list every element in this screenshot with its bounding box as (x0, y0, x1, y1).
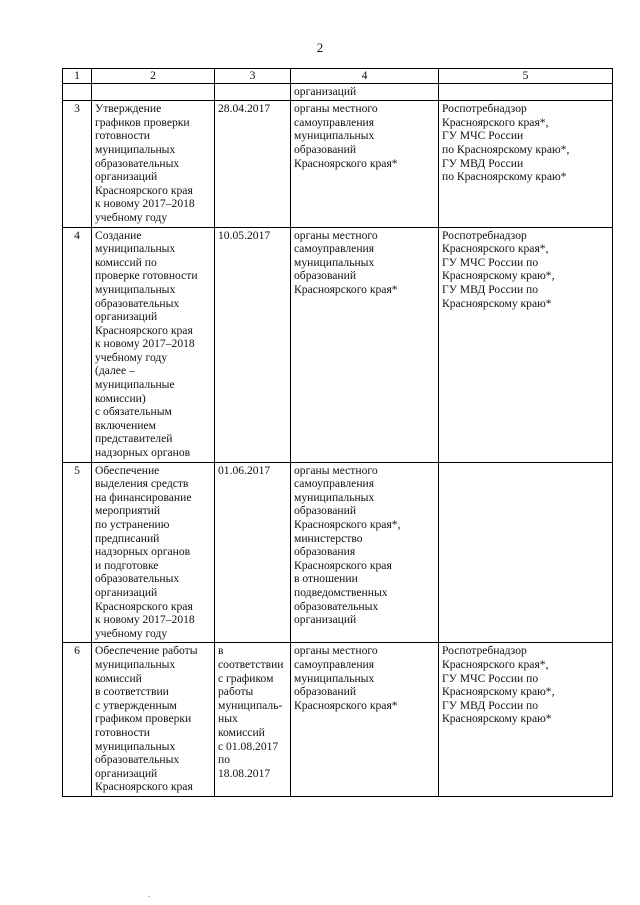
cell-line: Красноярского края*, (294, 518, 401, 531)
cell-line: надзорных органов (95, 446, 191, 460)
cell-line: ГУ МВД России (442, 156, 524, 170)
cell-line: графиком проверки (95, 712, 192, 726)
column-header: 5 (439, 69, 613, 84)
cell-line: Обеспечение (95, 463, 160, 477)
cell-line: Красноярскому краю*, (442, 269, 555, 283)
cell-line: организаций (294, 84, 357, 98)
cell-line: 28.04.2017 (218, 102, 271, 116)
cell-line: организаций (95, 585, 158, 599)
responsible-cell (291, 101, 439, 227)
cell-line: Красноярского края* (294, 156, 398, 170)
cell-line: органы местного (294, 644, 378, 658)
cell-line: ГУ МЧС России (442, 129, 524, 143)
cell-line: ГУ МВД России по (442, 282, 539, 296)
cell-line: 01.06.2017 (218, 463, 271, 477)
table-row (63, 643, 613, 797)
responsible-cell (291, 227, 439, 462)
row-number: 5 (63, 462, 92, 643)
cell-line: министерство (294, 531, 363, 545)
table-header-row (63, 69, 613, 84)
cell-line: Красноярского края* (294, 282, 398, 296)
cell-line: образовательных (95, 753, 180, 767)
cell-line: 10.05.2017 (218, 228, 271, 242)
cell-line: и подготовке (95, 558, 159, 572)
column-header: 1 (63, 69, 92, 84)
cell-line: муниципальных (95, 242, 176, 256)
cell-line: 18.08.2017 (218, 766, 271, 780)
cell-line: муниципальных (294, 255, 375, 269)
cell-line: ГУ МЧС России по (442, 671, 539, 685)
cell-line: Роспотребнадзор (442, 228, 527, 242)
cell-line: образования (294, 545, 356, 559)
table-row (63, 462, 613, 643)
participants-cell (439, 462, 613, 643)
cell-line: образований (294, 685, 357, 699)
cell-line: по Красноярскому краю*, (442, 142, 570, 156)
cell-line: муниципальных (294, 129, 375, 143)
row-number: 3 (63, 101, 92, 227)
cell-line: с утвержденным (95, 698, 177, 712)
cell-line: комиссий (95, 671, 142, 685)
cell-line: Обеспечение работы (95, 644, 198, 658)
cell-line: комиссий (218, 725, 265, 739)
cell-line: органы местного (294, 463, 378, 477)
cell-line: в соответствии (95, 685, 169, 699)
page-mark: . (148, 890, 150, 899)
cell-line: графиков проверки (95, 115, 190, 129)
cell-line: образовательных (95, 572, 180, 586)
cell-line: муниципальных (95, 739, 176, 753)
page-number: 2 (316, 40, 324, 55)
cell-line: комиссий по (95, 255, 157, 269)
cell-line: комиссии) (95, 391, 146, 405)
participants-cell (439, 227, 613, 462)
cell-line: с 01.08.2017 (218, 739, 279, 753)
cell-line: образований (294, 269, 357, 283)
cell-line: учебному году (95, 350, 168, 364)
cell-line: готовности (95, 129, 151, 143)
continuation-row (63, 83, 613, 101)
column-header: 3 (215, 69, 291, 84)
cell-line: самоуправления (294, 115, 375, 129)
cell-line: ных (218, 712, 238, 726)
cell-line: Красноярского края (95, 183, 193, 197)
cell-line: предписаний (95, 531, 160, 545)
cell-line: образовательных (294, 599, 379, 613)
row-number: 6 (63, 643, 92, 797)
cell-line: учебному году (95, 626, 168, 640)
responsible-cell (291, 462, 439, 643)
cell-line: выделения средств (95, 477, 189, 491)
cell-line: соответствии (218, 657, 284, 671)
cell-line: Утверждение (95, 102, 162, 116)
cell-line: представителей (95, 432, 173, 446)
cell-line: проверке готовности (95, 269, 198, 283)
cell-line: Красноярского края*, (442, 115, 549, 129)
cell-line: организаций (95, 766, 158, 780)
cell-line: мероприятий (95, 504, 161, 518)
column-header: 4 (291, 69, 439, 84)
event-cell (92, 643, 215, 797)
cell-line: организаций (95, 170, 158, 184)
cell-line: органы местного (294, 102, 378, 116)
cell-line: организаций (294, 613, 357, 627)
cell-line: к новому 2017–2018 (95, 613, 195, 627)
event-cell (92, 227, 215, 462)
column-header: 2 (92, 69, 215, 84)
cell-line: самоуправления (294, 242, 375, 256)
cell-line: по (218, 753, 231, 767)
cell-line: с графиком (218, 671, 274, 685)
cell-line: самоуправления (294, 477, 375, 491)
cell-line: организаций (95, 310, 158, 324)
cell-line: включением (95, 418, 156, 432)
cell-line: (далее – (95, 364, 135, 378)
cell-line: образовательных (95, 156, 180, 170)
cell-line: в отношении (294, 572, 358, 586)
date-cell (215, 462, 291, 643)
cell-line: образований (294, 142, 357, 156)
date-cell (215, 227, 291, 462)
cell-line: Красноярского края*, (442, 242, 549, 256)
cell-line: Роспотребнадзор (442, 102, 527, 116)
cell-line: муниципальных (95, 142, 176, 156)
cell-line: с обязательным (95, 405, 172, 419)
table-row (63, 227, 613, 462)
cell-line: к новому 2017–2018 (95, 337, 195, 351)
date-cell (215, 643, 291, 797)
cell-line: готовности (95, 725, 151, 739)
cell-line: Красноярского края (95, 323, 193, 337)
cell-line: образований (294, 504, 357, 518)
cell-line: по устранению (95, 518, 170, 531)
cell-line: Красноярского края*, (442, 657, 549, 671)
date-cell (215, 101, 291, 227)
cell-line: органы местного (294, 228, 378, 242)
cell-line: Роспотребнадзор (442, 644, 527, 658)
cell-line: надзорных органов (95, 545, 191, 559)
cell-line: Красноярского края (95, 780, 193, 794)
events-table (62, 68, 613, 797)
cell-line: учебному году (95, 210, 168, 224)
cell-line: ГУ МВД России по (442, 698, 539, 712)
cell-line: Красноярского края (294, 558, 392, 572)
continuation-cell (291, 83, 439, 101)
cell-line: Красноярского края* (294, 698, 398, 712)
cell-line: в (218, 644, 224, 658)
cell-line: муниципальных (294, 490, 375, 504)
cell-line: подведомственных (294, 585, 388, 599)
event-cell (92, 462, 215, 643)
participants-cell (439, 643, 613, 797)
cell-line: муниципальных (95, 282, 176, 296)
cell-line: муниципальные (95, 378, 175, 392)
cell-line: муниципальных (95, 657, 176, 671)
cell-line: на финансирование (95, 490, 192, 504)
cell-line: Красноярского края (95, 599, 193, 613)
cell-line: муниципальных (294, 671, 375, 685)
cell-line: Красноярскому краю*, (442, 685, 555, 699)
cell-line: Создание (95, 228, 142, 242)
cell-line: по Красноярскому краю* (442, 170, 567, 184)
cell-line: Красноярскому краю* (442, 296, 552, 310)
cell-line: Красноярскому краю* (442, 712, 552, 726)
cell-line: самоуправления (294, 657, 375, 671)
cell-line: ГУ МЧС России по (442, 255, 539, 269)
cell-line: образовательных (95, 296, 180, 310)
table-row (63, 101, 613, 227)
cell-line: работы (218, 685, 254, 699)
cell-line: муниципаль- (218, 698, 283, 712)
participants-cell (439, 101, 613, 227)
cell-line: к новому 2017–2018 (95, 197, 195, 211)
responsible-cell (291, 643, 439, 797)
event-cell (92, 101, 215, 227)
row-number: 4 (63, 227, 92, 462)
